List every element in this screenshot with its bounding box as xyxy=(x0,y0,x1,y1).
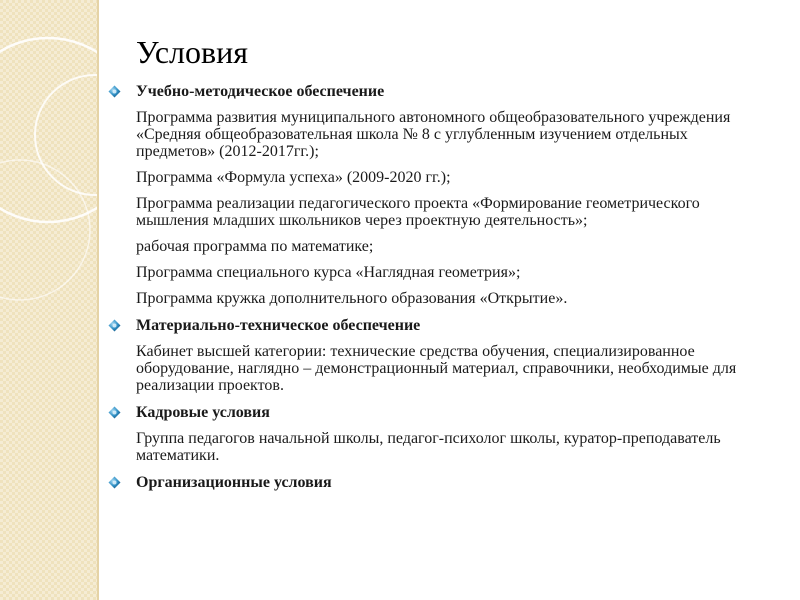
section-heading xyxy=(108,403,768,422)
section-heading-label: Кадровые условия xyxy=(136,404,270,421)
section-heading-label: Учебно-методическое обеспечение xyxy=(136,83,385,100)
section-heading-label: Материально-техническое обеспечение xyxy=(136,317,421,334)
section-item: Программа реализации педагогического проекта «Формирование геометрического мышления младших школьников через проектную деятельность»; xyxy=(136,195,700,229)
section-item: Программа кружка дополнительного образования «Открытие». xyxy=(136,290,568,307)
section-item: рабочая программа по математике; xyxy=(136,238,374,255)
section-item: Группа педагогов начальной школы, педагог-психолог школы, куратор-преподаватель математики. xyxy=(136,430,721,464)
section-item: Программа развития муниципального автономного общеобразовательного учреждения «Средняя общеобразовательная школа № 8 с углубленным изучением отдельных предметов» (2012-2017гг.); xyxy=(136,109,731,160)
section-item: Кабинет высшей категории: технические средства обучения, специализированное оборудование, наглядно – демонстрационный материал, справочники, необходимые для реализации проектов. xyxy=(136,343,737,394)
slide-title: Условия xyxy=(136,34,248,70)
bullet-icon xyxy=(108,84,121,97)
section-item: Программа специального курса «Наглядная геометрия»; xyxy=(136,264,521,281)
section-heading-label: Организационные условия xyxy=(136,474,332,491)
bullet-icon xyxy=(108,318,121,331)
slide-content xyxy=(108,30,768,500)
sections-list xyxy=(108,82,768,492)
bullet-icon xyxy=(108,475,121,488)
bullet-icon xyxy=(108,405,121,418)
decorative-side-panel xyxy=(0,0,97,600)
section-heading xyxy=(108,473,768,492)
section-heading xyxy=(108,316,768,335)
circle-arcs-decoration xyxy=(0,0,97,600)
panel-divider xyxy=(97,0,99,600)
section-heading xyxy=(108,82,768,101)
section-item: Программа «Формула успеха» (2009-2020 гг.); xyxy=(136,169,451,186)
